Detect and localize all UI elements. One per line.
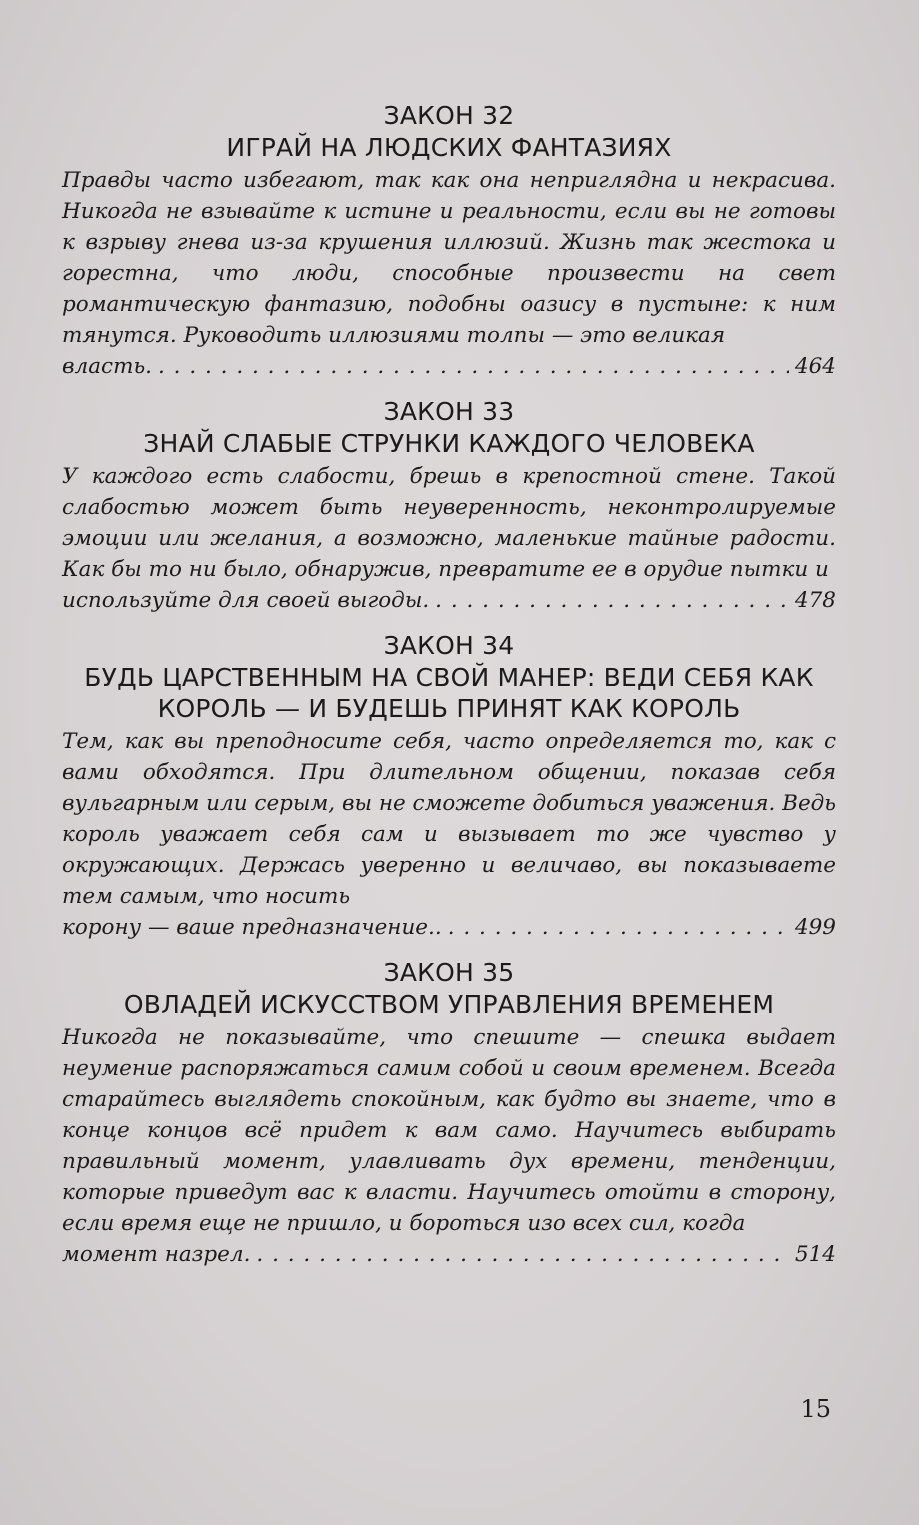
law-description-text: Никогда не показывайте, что спешите — спешка выдает неумение распоряжаться самим собой и своим временем. Всегда старайтесь выглядеть спокойным, как будто вы знаете, что в конце концов всё придет к вам само. Научитесь выбирать правильный момент, улавливать дух времени, тенденции, которые приведут вас к власти. Научитесь отойти в сторону, если время еще не пришло, и бороться изо всех сил, когда xyxy=(62,1025,836,1236)
law-description xyxy=(62,461,836,616)
law-page-leader xyxy=(62,912,836,943)
law-entry-35 xyxy=(62,957,836,1270)
law-description-end: корону — ваше предназначение.. xyxy=(62,915,442,940)
dot-leader xyxy=(435,585,789,616)
law-page-ref: 514 xyxy=(794,1242,836,1267)
table-of-contents xyxy=(62,100,836,1284)
law-number: ЗАКОН 32 xyxy=(383,101,515,130)
law-description xyxy=(62,165,836,382)
law-page-leader xyxy=(62,585,836,616)
law-description-text: Правды часто избегают, так как она неприглядна и некрасива. Никогда не взывайте к истине и реальности, если вы не готовы к взрыву гнева из-за крушения иллюзий. Жизнь так жестока и горестна, что люди, способные произвести на свет романтическую фантазию, подобны оазису в пустыне: к ним тянутся. Руководить иллюзиями толпы — это великая xyxy=(62,168,836,348)
law-description-text: Тем, как вы преподносите себя, часто определяется то, как с вами обходятся. При длительном общении, показав себя вульгарным или серым, вы не сможете добиться уважения. Ведь король уважает себя сам и вызывает то же чувство у окружающих. Держась уверенно и величаво, вы показываете тем самым, что носить xyxy=(62,729,836,909)
law-page-leader xyxy=(62,351,836,382)
law-description-end: власть. xyxy=(62,354,152,379)
law-number: ЗАКОН 35 xyxy=(383,958,515,987)
dot-leader xyxy=(158,351,789,382)
law-number: ЗАКОН 33 xyxy=(383,397,515,426)
law-page-ref: 464 xyxy=(794,354,836,379)
law-description-end: используйте для своей выгоды. xyxy=(62,588,430,613)
law-description-text: У каждого есть слабости, брешь в крепостной стене. Такой слабостью может быть неуверенность, неконтролируемые эмоции или желания, а возможно, маленькие тайные радости. Как бы то ни было, обнаружив, превратите ее в орудие пытки и xyxy=(62,464,836,582)
law-page-leader xyxy=(62,1239,836,1270)
law-description xyxy=(62,726,836,943)
dot-leader xyxy=(256,1239,789,1270)
law-page-ref: 478 xyxy=(794,588,836,613)
dot-leader xyxy=(448,912,789,943)
law-number: ЗАКОН 34 xyxy=(383,631,515,660)
law-description xyxy=(62,1022,836,1270)
law-entry-32 xyxy=(62,100,836,382)
law-title: ИГРАЙ НА ЛЮДСКИХ ФАНТАЗИЯХ xyxy=(226,133,672,162)
law-entry-34 xyxy=(62,630,836,943)
law-title: ОВЛАДЕЙ ИСКУССТВОМ УПРАВЛЕНИЯ ВРЕМЕНЕМ xyxy=(123,990,775,1019)
law-entry-33 xyxy=(62,396,836,616)
law-page-ref: 499 xyxy=(794,915,836,940)
page-number: 15 xyxy=(800,1395,831,1423)
law-title: ЗНАЙ СЛАБЫЕ СТРУНКИ КАЖДОГО ЧЕЛОВЕКА xyxy=(143,429,755,458)
law-description-end: момент назрел. xyxy=(62,1242,251,1267)
law-title: БУДЬ ЦАРСТВЕННЫМ НА СВОЙ МАНЕР: ВЕДИ СЕБЯ КАК КОРОЛЬ — И БУДЕШЬ ПРИНЯТ КАК КОРОЛЬ xyxy=(84,663,814,723)
